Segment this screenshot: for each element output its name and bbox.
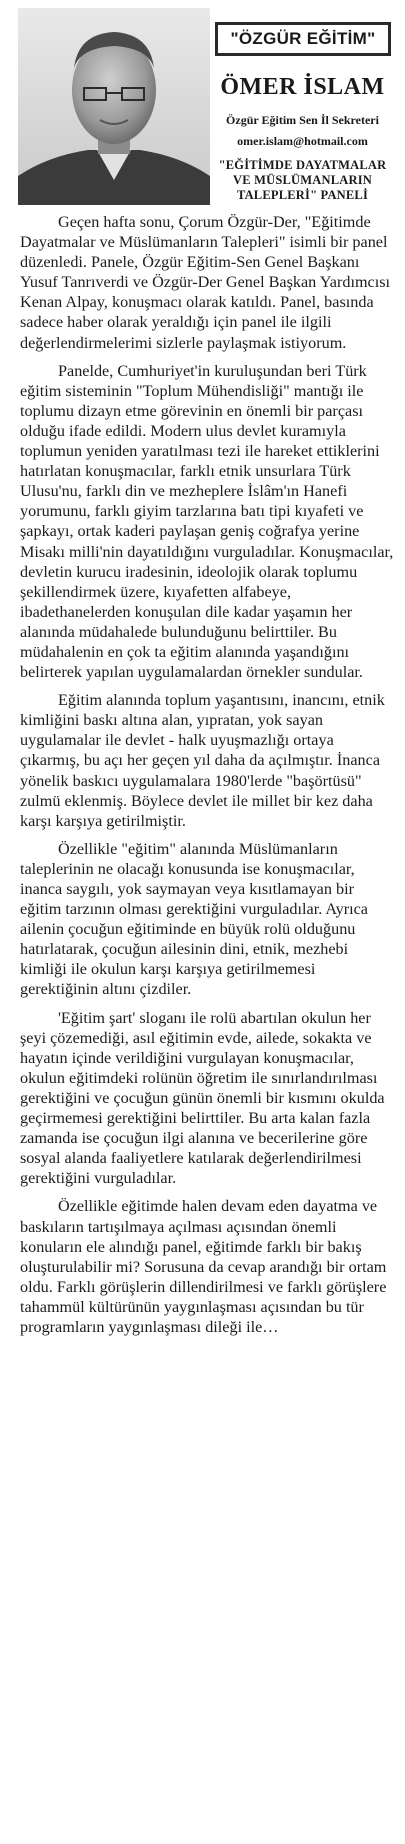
article-headline: "EĞİTİMDE DAYATMALAR VE MÜSLÜMANLARIN TALEPLERİ" PANELİ: [218, 158, 387, 202]
author-email[interactable]: omer.islam@hotmail.com: [237, 134, 368, 148]
body-paragraph: Özellikle "eğitim" alanında Müslümanların taleplerinin ne olacağı konusunda ise konuşmacılar, inanca saygılı, yok saymayan veya kısıtlamayan bir eğitim tarzının olması gerektiğini vurguladılar. Ayrıca ailenin çocuğun eğitiminde en büyük rolü olduğunu hatırlatarak, çocuğun ailesinin dini, etnik, mezhebi kimliği ile okulun karşı karşıya getirilmemesi gerektiğinin altını çizdiler.: [20, 839, 368, 999]
body-paragraph: Eğitim alanında toplum yaşantısını, inancını, etnik kimliğini baskı altına alan, yıpratan, yok sayan uygulamalar ile devlet - halk uyuşmazlığı ortaya çıkarmış, bu açı her geçen yıl daha da açılmıştır. İnanca yönelik baskıcı uygulamalara 1980'lerde "başörtüsü" zulmü eklenmiş. Böylece devlet ile millet bir kez daha karşı karşıya getirilmiştir.: [20, 691, 385, 830]
author-name: ÖMER İSLAM: [220, 74, 385, 100]
column-title-badge: "ÖZGÜR EĞİTİM": [215, 22, 391, 56]
body-paragraph: Geçen hafta sonu, Çorum Özgür-Der, "Eğitimde Dayatmalar ve Müslümanların Talepleri" isimli bir panel düzenledi. Panele, Özgür Eğitim-Sen Genel Başkanı Yusuf Tanrıverdi ve Özgür-Der Genel Başkan Yardımcısı Kenan Alpay, konuşmacı olarak katıldı. Panel, basında sadece haber olarak yeraldığı için panel ile ilgili değerlendirmelerimi sizlerle paylaşmak istiyorum.: [20, 213, 391, 352]
body-paragraph: 'Eğitim şart' sloganı ile rolü abartılan okulun her şeyi çözemediği, asıl eğitimin evde, ailede, sokakta ve hayatın içinde verildiğini vurgulayan konuşmacılar, okulun eğitimdeki rolünün öğretim ile sınırlandırılması gerektiğini ve çocuğun günün önemli bir kısmını okulda geçirmemesi gerektiğini belirttiler. Bu arta kalan fazla zamanda ise çocuğun ilgi alanına ve becerilerine göre sosyal alanda faaliyetlere katılarak değerlendirilmesi gerektiğini vurguladılar.: [20, 1008, 385, 1188]
author-role: Özgür Eğitim Sen İl Sekreteri: [226, 113, 379, 127]
body-paragraph: Özellikle eğitimde halen devam eden dayatma ve baskıların tartışılmaya açılması açısından önemli konuların ele alındığı panel, eğitimde farklı bir bakış oluşturulabilir mi? Sorusuna da cevap arandığı bir ortam oldu. Farklı görüşlerin dillendirilmesi ve farklı görüşlere tahammül kültürünün yaygınlaşması açısından bu tür programların yaygınlaşması dileği ile…: [20, 1197, 387, 1336]
author-portrait-image: [18, 8, 210, 205]
article-body: [20, 212, 396, 1345]
author-photo: [18, 8, 210, 205]
body-paragraph: Panelde, Cumhuriyet'in kuruluşundan beri Türk eğitim sisteminin "Toplum Mühendisliği" mantığı ile toplumu dizayn etme görevinin en önemli bir parçası olduğu ifade edildi. Modern ulus devlet kuramıyla toplumun yeniden yaratılması tezi ile hareket ettiklerini hatırlatan konuşmacılar, farklı etnik unsurlara Türk Ulusu'nu, farklı din ve mezheplere İslâm'ın Hanefi yorumunu, farklı giyim tarzlarına batı tipi kıyafeti ve şapkayı, ortak kaderi paylaşan geniş coğrafya yerine Misakı milli'nin dayatıldığını vurguladılar. Konuşmacılar, devletin kurucu iradesinin, ideolojik olarak toplumu şekillendirmek üzere, kıyafetten alfabeye, ibadethanelerden konuşulan dile kadar yaşamın her alanında müdahalede bulunduğunu belirttiler. Bu müdahalenin en çok ta eğitim alanında yaşandığını belirterek yapılan uygulamalardan örnekler sundular.: [20, 361, 394, 682]
